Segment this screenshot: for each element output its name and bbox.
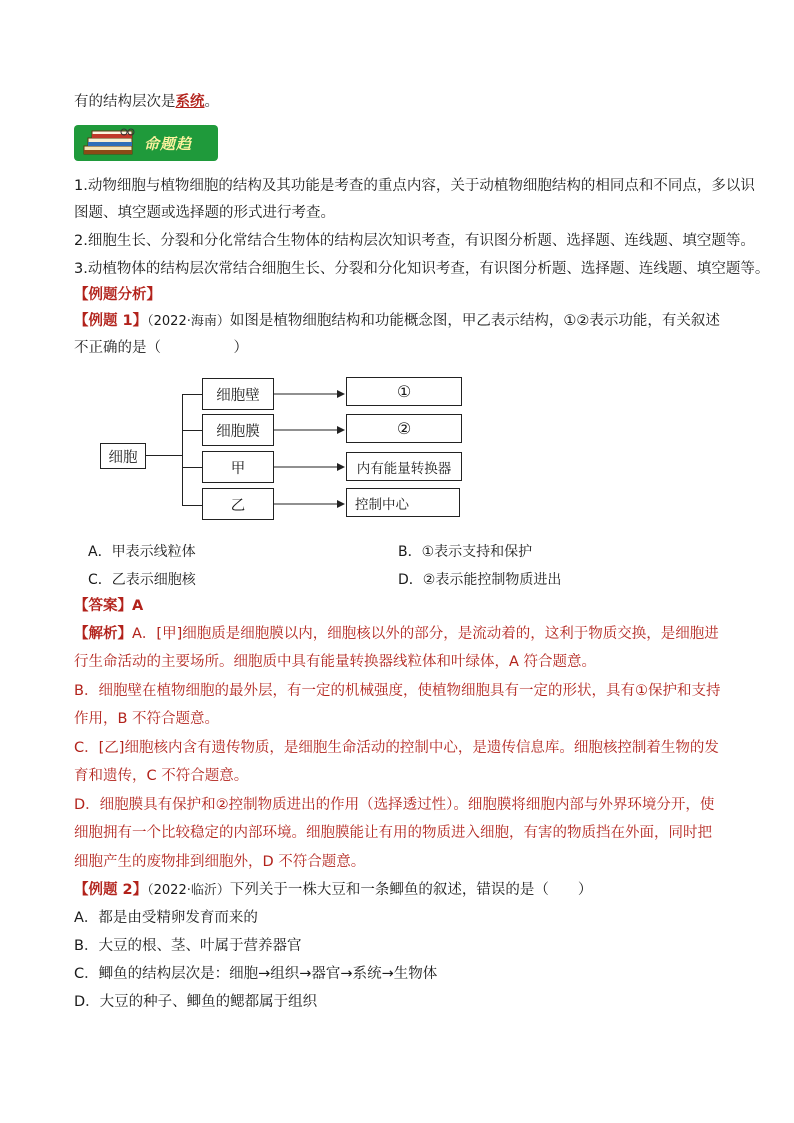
- example1-source: （2022·海南）: [147, 314, 230, 329]
- option-a: A．甲表示线粒体: [88, 544, 196, 560]
- example2-tag: 【例题 2】: [74, 882, 148, 898]
- option-d: D．②表示能控制物质进出: [398, 572, 562, 588]
- trend-p1-line2: 图题、填空题或选择题的形式进行考查。: [74, 205, 335, 221]
- analysis-line1: [74, 624, 724, 644]
- diagram-arrows: [274, 370, 346, 530]
- diagram-root-label: 细胞: [108, 449, 138, 466]
- example2-stem: [74, 880, 724, 901]
- diagram-root-box: [100, 443, 146, 469]
- answer-line: [74, 596, 724, 616]
- structure-label: 细胞壁: [216, 387, 260, 404]
- analysis-line5: C．[乙]细胞核内含有遗传物质，是细胞生命活动的控制中心，是遗传信息库。细胞核控制着生物的发: [74, 740, 719, 756]
- books-icon: [80, 128, 140, 158]
- topic-trend-banner: [74, 125, 218, 161]
- diagram-branch-stub: [182, 430, 202, 431]
- analysis-line6: 育和遗传，C 不符合题意。: [74, 768, 249, 784]
- option-b: B．①表示支持和保护: [398, 544, 533, 560]
- structure-box-cell-membrane: [202, 414, 274, 446]
- analysis-line2: 行生命活动的主要场所。细胞质中具有能量转换器线粒体和叶绿体，A 符合题意。: [74, 654, 597, 670]
- diagram-branch-stub: [182, 394, 202, 395]
- example1-stem-line1: [74, 311, 724, 332]
- structure-label: 甲: [230, 460, 246, 477]
- analysis-text: A．[甲]细胞质是细胞膜以内，细胞核以外的部分，是流动着的，这利于物质交换，是细胞进: [132, 626, 719, 642]
- cell-concept-diagram: [100, 370, 470, 530]
- function-box-control: [346, 488, 460, 517]
- example1-stem-line2: 不正确的是（ ）: [74, 340, 248, 356]
- intro-keyword: 系统: [175, 94, 205, 110]
- diagram-branch-stub: [182, 505, 202, 506]
- example2-source: （2022·临沂）: [147, 883, 230, 898]
- diagram-trunk: [182, 394, 183, 506]
- example2-option-b: B．大豆的根、茎、叶属于营养器官: [74, 938, 302, 954]
- analysis-line7: D．细胞膜具有保护和②控制物质进出的作用（选择透过性）。细胞膜将细胞内部与外界环境分开，使: [74, 797, 715, 813]
- example2-stem-text: 下列关于一株大豆和一条鲫鱼的叙述，错误的是（ ）: [229, 882, 593, 898]
- structure-label: 细胞膜: [216, 423, 260, 440]
- function-label: ②: [396, 419, 412, 438]
- intro-suffix: 。: [204, 94, 219, 110]
- example-heading: 【例题分析】: [74, 287, 161, 303]
- structure-label: 乙: [230, 497, 246, 514]
- option-c: C．乙表示细胞核: [88, 572, 196, 588]
- function-box-energy: [346, 452, 462, 481]
- diagram-branch-stub: [182, 467, 202, 468]
- function-label: 控制中心: [355, 496, 409, 513]
- example1-stem-text: 如图是植物细胞结构和功能概念图，甲乙表示结构，①②表示功能，有关叙述: [229, 313, 720, 329]
- banner-label: 命题趋: [144, 135, 193, 153]
- structure-box-yi: [202, 488, 274, 520]
- function-box-2: [346, 414, 462, 443]
- function-box-1: [346, 377, 462, 406]
- intro-line: [74, 92, 724, 112]
- diagram-connector: [146, 455, 182, 456]
- trend-p3: 3.动植物体的结构层次常结合细胞生长、分裂和分化知识考查，有识图分析题、选择题、连线题、填空题等。: [74, 261, 770, 277]
- example2-option-a: A．都是由受精卵发育而来的: [74, 910, 258, 926]
- analysis-line4: 作用，B 不符合题意。: [74, 711, 220, 727]
- answer-value: A: [132, 598, 144, 614]
- structure-box-cell-wall: [202, 378, 274, 410]
- structure-box-jia: [202, 451, 274, 483]
- example2-option-c: C．鲫鱼的结构层次是：细胞→组织→器官→系统→生物体: [74, 966, 438, 982]
- analysis-label: 【解析】: [74, 626, 132, 642]
- function-label: 内有能量转换器: [356, 460, 452, 477]
- analysis-line9: 细胞产生的废物排到细胞外，D 不符合题意。: [74, 854, 366, 870]
- trend-p2: 2.细胞生长、分裂和分化常结合生物体的结构层次知识考查，有识图分析题、选择题、连线题、填空题等。: [74, 233, 755, 249]
- function-label: ①: [396, 382, 412, 401]
- example2-option-d: D．大豆的种子、鲫鱼的鳃都属于组织: [74, 994, 318, 1010]
- analysis-line8: 细胞拥有一个比较稳定的内部环境。细胞膜能让有用的物质进入细胞，有害的物质挡在外面，同时把: [74, 825, 712, 841]
- analysis-line3: B．细胞壁在植物细胞的最外层，有一定的机械强度，使植物细胞具有一定的形状，具有①保护和支持: [74, 683, 721, 699]
- answer-label: 【答案】: [74, 598, 132, 614]
- trend-p1-line1: 1.动物细胞与植物细胞的结构及其功能是考查的重点内容，关于动植物细胞结构的相同点和不同点，多以识: [74, 178, 755, 194]
- intro-prefix: 有的结构层次是: [74, 94, 176, 110]
- example1-tag: 【例题 1】: [74, 313, 148, 329]
